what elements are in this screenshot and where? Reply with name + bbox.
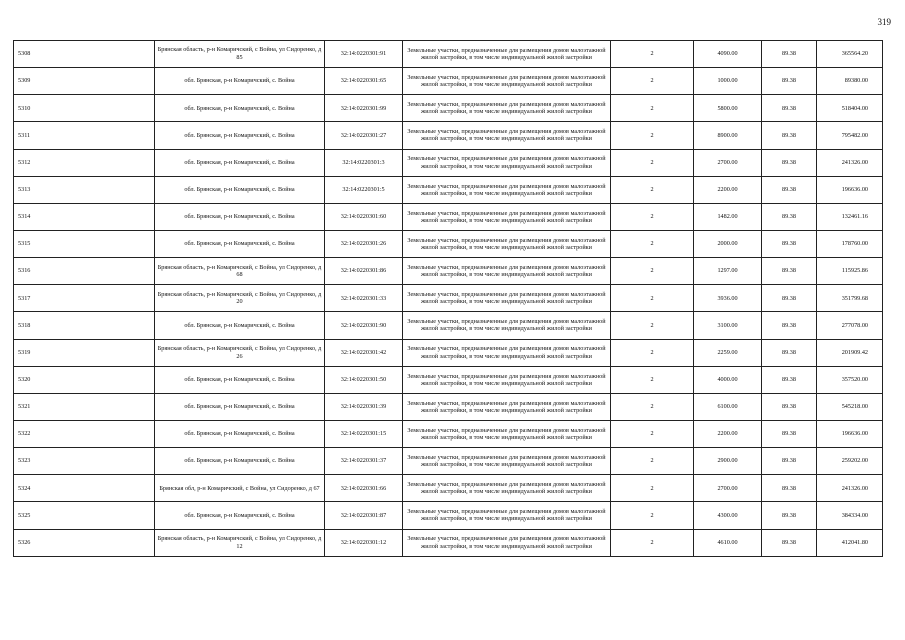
cadastral-number-cell: 32:14:0220301:37	[325, 448, 403, 475]
group-cell: 2	[611, 176, 694, 203]
table-row	[14, 312, 883, 339]
land-use-cell: Земельные участки, предназначенные для размещения домов малоэтажной жилой застройки, в том числе индивидуальной жилой застройки	[403, 339, 611, 366]
area-cell: 3100.00	[694, 312, 762, 339]
land-use-cell: Земельные участки, предназначенные для размещения домов малоэтажной жилой застройки, в том числе индивидуальной жилой застройки	[403, 176, 611, 203]
page-number: 319	[877, 17, 891, 27]
rate-cell: 89.38	[762, 475, 817, 502]
group-cell: 2	[611, 230, 694, 257]
row-number-cell: 5318	[14, 312, 155, 339]
cadastral-number-cell: 32:14:0220301:60	[325, 203, 403, 230]
rate-cell: 89.38	[762, 448, 817, 475]
table-row	[14, 149, 883, 176]
row-number-cell: 5322	[14, 420, 155, 447]
table-row	[14, 448, 883, 475]
rate-cell: 89.38	[762, 420, 817, 447]
cadastral-number-cell: 32:14:0220301:99	[325, 95, 403, 122]
land-parcel-table	[13, 40, 883, 557]
group-cell: 2	[611, 149, 694, 176]
address-cell: Брянская область, р-н Комаричский, с Война, ул Сидоренко, д 12	[155, 529, 325, 556]
group-cell: 2	[611, 448, 694, 475]
cadastral-number-cell: 32:14:0220301:50	[325, 366, 403, 393]
area-cell: 2900.00	[694, 448, 762, 475]
cadastral-value-cell: 277078.00	[817, 312, 883, 339]
area-cell: 2000.00	[694, 230, 762, 257]
row-number-cell: 5312	[14, 149, 155, 176]
row-number-cell: 5310	[14, 95, 155, 122]
table-row	[14, 420, 883, 447]
cadastral-number-cell: 32:14:0220301:39	[325, 393, 403, 420]
cadastral-value-cell: 132461.16	[817, 203, 883, 230]
row-number-cell: 5313	[14, 176, 155, 203]
cadastral-number-cell: 32:14:0220301:65	[325, 68, 403, 95]
group-cell: 2	[611, 285, 694, 312]
address-cell: обл. Брянская, р-н Комаричский, с. Война	[155, 122, 325, 149]
group-cell: 2	[611, 475, 694, 502]
cadastral-number-cell: 32:14:0220301:12	[325, 529, 403, 556]
rate-cell: 89.38	[762, 258, 817, 285]
area-cell: 3936.00	[694, 285, 762, 312]
land-use-cell: Земельные участки, предназначенные для размещения домов малоэтажной жилой застройки, в том числе индивидуальной жилой застройки	[403, 149, 611, 176]
row-number-cell: 5317	[14, 285, 155, 312]
group-cell: 2	[611, 393, 694, 420]
cadastral-value-cell: 178760.00	[817, 230, 883, 257]
rate-cell: 89.38	[762, 366, 817, 393]
row-number-cell: 5314	[14, 203, 155, 230]
cadastral-value-cell: 384334.00	[817, 502, 883, 529]
row-number-cell: 5308	[14, 41, 155, 68]
cadastral-number-cell: 32:14:0220301:5	[325, 176, 403, 203]
group-cell: 2	[611, 366, 694, 393]
table-row	[14, 122, 883, 149]
land-use-cell: Земельные участки, предназначенные для размещения домов малоэтажной жилой застройки, в том числе индивидуальной жилой застройки	[403, 448, 611, 475]
area-cell: 4300.00	[694, 502, 762, 529]
area-cell: 5800.00	[694, 95, 762, 122]
address-cell: обл. Брянская, р-н Комаричский, с. Война	[155, 393, 325, 420]
cadastral-value-cell: 241326.00	[817, 149, 883, 176]
land-use-cell: Земельные участки, предназначенные для размещения домов малоэтажной жилой застройки, в том числе индивидуальной жилой застройки	[403, 203, 611, 230]
land-use-cell: Земельные участки, предназначенные для размещения домов малоэтажной жилой застройки, в том числе индивидуальной жилой застройки	[403, 420, 611, 447]
row-number-cell: 5326	[14, 529, 155, 556]
group-cell: 2	[611, 95, 694, 122]
cadastral-value-cell: 545218.00	[817, 393, 883, 420]
table-row	[14, 502, 883, 529]
land-use-cell: Земельные участки, предназначенные для размещения домов малоэтажной жилой застройки, в том числе индивидуальной жилой застройки	[403, 529, 611, 556]
cadastral-value-cell: 351799.68	[817, 285, 883, 312]
rate-cell: 89.38	[762, 230, 817, 257]
area-cell: 1297.00	[694, 258, 762, 285]
cadastral-value-cell: 365564.20	[817, 41, 883, 68]
cadastral-value-cell: 201909.42	[817, 339, 883, 366]
address-cell: Брянская область, р-н Комаричский, с Война, ул Сидоренко, д 68	[155, 258, 325, 285]
group-cell: 2	[611, 258, 694, 285]
area-cell: 8900.00	[694, 122, 762, 149]
land-use-cell: Земельные участки, предназначенные для размещения домов малоэтажной жилой застройки, в том числе индивидуальной жилой застройки	[403, 502, 611, 529]
group-cell: 2	[611, 529, 694, 556]
address-cell: обл. Брянская, р-н Комаричский, с. Война	[155, 95, 325, 122]
rate-cell: 89.38	[762, 393, 817, 420]
cadastral-value-cell: 196636.00	[817, 176, 883, 203]
cadastral-value-cell: 795482.00	[817, 122, 883, 149]
table-row	[14, 203, 883, 230]
row-number-cell: 5325	[14, 502, 155, 529]
cadastral-number-cell: 32:14:0220301:87	[325, 502, 403, 529]
row-number-cell: 5323	[14, 448, 155, 475]
rate-cell: 89.38	[762, 122, 817, 149]
cadastral-number-cell: 32:14:0220301:3	[325, 149, 403, 176]
row-number-cell: 5316	[14, 258, 155, 285]
land-use-cell: Земельные участки, предназначенные для размещения домов малоэтажной жилой застройки, в том числе индивидуальной жилой застройки	[403, 285, 611, 312]
rate-cell: 89.38	[762, 68, 817, 95]
table-row	[14, 68, 883, 95]
cadastral-value-cell: 115925.86	[817, 258, 883, 285]
address-cell: обл. Брянская, р-н Комаричский, с. Война	[155, 420, 325, 447]
land-use-cell: Земельные участки, предназначенные для размещения домов малоэтажной жилой застройки, в том числе индивидуальной жилой застройки	[403, 312, 611, 339]
cadastral-value-cell: 89380.00	[817, 68, 883, 95]
address-cell: Брянская область, р-н Комаричский, с Война, ул Сидоренко, д 20	[155, 285, 325, 312]
area-cell: 2200.00	[694, 420, 762, 447]
table-row	[14, 230, 883, 257]
area-cell: 2200.00	[694, 176, 762, 203]
rate-cell: 89.38	[762, 41, 817, 68]
rate-cell: 89.38	[762, 502, 817, 529]
address-cell: обл. Брянская, р-н Комаричский, с. Война	[155, 176, 325, 203]
land-use-cell: Земельные участки, предназначенные для размещения домов малоэтажной жилой застройки, в том числе индивидуальной жилой застройки	[403, 41, 611, 68]
area-cell: 2700.00	[694, 475, 762, 502]
rate-cell: 89.38	[762, 339, 817, 366]
address-cell: обл. Брянская, р-н Комаричский, с. Война	[155, 149, 325, 176]
cadastral-number-cell: 32:14:0220301:66	[325, 475, 403, 502]
cadastral-value-cell: 518404.00	[817, 95, 883, 122]
table-row	[14, 41, 883, 68]
table-row	[14, 339, 883, 366]
area-cell: 4000.00	[694, 366, 762, 393]
group-cell: 2	[611, 502, 694, 529]
address-cell: обл. Брянская, р-н Комаричский, с. Война	[155, 448, 325, 475]
rate-cell: 89.38	[762, 203, 817, 230]
row-number-cell: 5320	[14, 366, 155, 393]
area-cell: 1482.00	[694, 203, 762, 230]
cadastral-number-cell: 32:14:0220301:42	[325, 339, 403, 366]
land-use-cell: Земельные участки, предназначенные для размещения домов малоэтажной жилой застройки, в том числе индивидуальной жилой застройки	[403, 393, 611, 420]
address-cell: обл. Брянская, р-н Комаричский, с. Война	[155, 366, 325, 393]
cadastral-value-cell: 259202.00	[817, 448, 883, 475]
land-use-cell: Земельные участки, предназначенные для размещения домов малоэтажной жилой застройки, в том числе индивидуальной жилой застройки	[403, 95, 611, 122]
area-cell: 4610.00	[694, 529, 762, 556]
table-row	[14, 95, 883, 122]
address-cell: обл. Брянская, р-н Комаричский, с. Война	[155, 312, 325, 339]
land-use-cell: Земельные участки, предназначенные для размещения домов малоэтажной жилой застройки, в том числе индивидуальной жилой застройки	[403, 68, 611, 95]
cadastral-number-cell: 32:14:0220301:90	[325, 312, 403, 339]
row-number-cell: 5319	[14, 339, 155, 366]
row-number-cell: 5321	[14, 393, 155, 420]
area-cell: 2700.00	[694, 149, 762, 176]
table-row	[14, 176, 883, 203]
cadastral-number-cell: 32:14:0220301:33	[325, 285, 403, 312]
address-cell: Брянская область, р-н Комаричский, с Война, ул Сидоренко, д 85	[155, 41, 325, 68]
area-cell: 4090.00	[694, 41, 762, 68]
table-row	[14, 393, 883, 420]
land-use-cell: Земельные участки, предназначенные для размещения домов малоэтажной жилой застройки, в том числе индивидуальной жилой застройки	[403, 258, 611, 285]
cadastral-number-cell: 32:14:0220301:91	[325, 41, 403, 68]
cadastral-number-cell: 32:14:0220301:26	[325, 230, 403, 257]
group-cell: 2	[611, 68, 694, 95]
cadastral-number-cell: 32:14:0220301:15	[325, 420, 403, 447]
address-cell: обл. Брянская, р-н Комаричский, с. Война	[155, 230, 325, 257]
land-use-cell: Земельные участки, предназначенные для размещения домов малоэтажной жилой застройки, в том числе индивидуальной жилой застройки	[403, 122, 611, 149]
cadastral-value-cell: 357520.00	[817, 366, 883, 393]
address-cell: Брянская обл, р-н Комаричский, с Война, ул Сидоренко, д 67	[155, 475, 325, 502]
area-cell: 1000.00	[694, 68, 762, 95]
table-row	[14, 475, 883, 502]
land-use-cell: Земельные участки, предназначенные для размещения домов малоэтажной жилой застройки, в том числе индивидуальной жилой застройки	[403, 475, 611, 502]
group-cell: 2	[611, 203, 694, 230]
land-use-cell: Земельные участки, предназначенные для размещения домов малоэтажной жилой застройки, в том числе индивидуальной жилой застройки	[403, 230, 611, 257]
group-cell: 2	[611, 339, 694, 366]
rate-cell: 89.38	[762, 312, 817, 339]
address-cell: обл. Брянская, р-н Комаричский, с. Война	[155, 68, 325, 95]
table-row	[14, 366, 883, 393]
group-cell: 2	[611, 420, 694, 447]
group-cell: 2	[611, 312, 694, 339]
address-cell: Брянская область, р-н Комаричский, с Война, ул Сидоренко, д 26	[155, 339, 325, 366]
cadastral-value-cell: 241326.00	[817, 475, 883, 502]
rate-cell: 89.38	[762, 285, 817, 312]
rate-cell: 89.38	[762, 95, 817, 122]
address-cell: обл. Брянская, р-н Комаричский, с. Война	[155, 502, 325, 529]
address-cell: обл. Брянская, р-н Комаричский, с. Война	[155, 203, 325, 230]
area-cell: 2259.00	[694, 339, 762, 366]
land-use-cell: Земельные участки, предназначенные для размещения домов малоэтажной жилой застройки, в том числе индивидуальной жилой застройки	[403, 366, 611, 393]
table-row	[14, 529, 883, 556]
table-row	[14, 285, 883, 312]
rate-cell: 89.38	[762, 149, 817, 176]
table-row	[14, 258, 883, 285]
group-cell: 2	[611, 41, 694, 68]
row-number-cell: 5309	[14, 68, 155, 95]
table-body	[14, 41, 883, 557]
cadastral-number-cell: 32:14:0220301:27	[325, 122, 403, 149]
row-number-cell: 5324	[14, 475, 155, 502]
rate-cell: 89.38	[762, 176, 817, 203]
cadastral-value-cell: 196636.00	[817, 420, 883, 447]
rate-cell: 89.38	[762, 529, 817, 556]
cadastral-number-cell: 32:14:0220301:86	[325, 258, 403, 285]
row-number-cell: 5315	[14, 230, 155, 257]
cadastral-value-cell: 412041.80	[817, 529, 883, 556]
area-cell: 6100.00	[694, 393, 762, 420]
group-cell: 2	[611, 122, 694, 149]
row-number-cell: 5311	[14, 122, 155, 149]
